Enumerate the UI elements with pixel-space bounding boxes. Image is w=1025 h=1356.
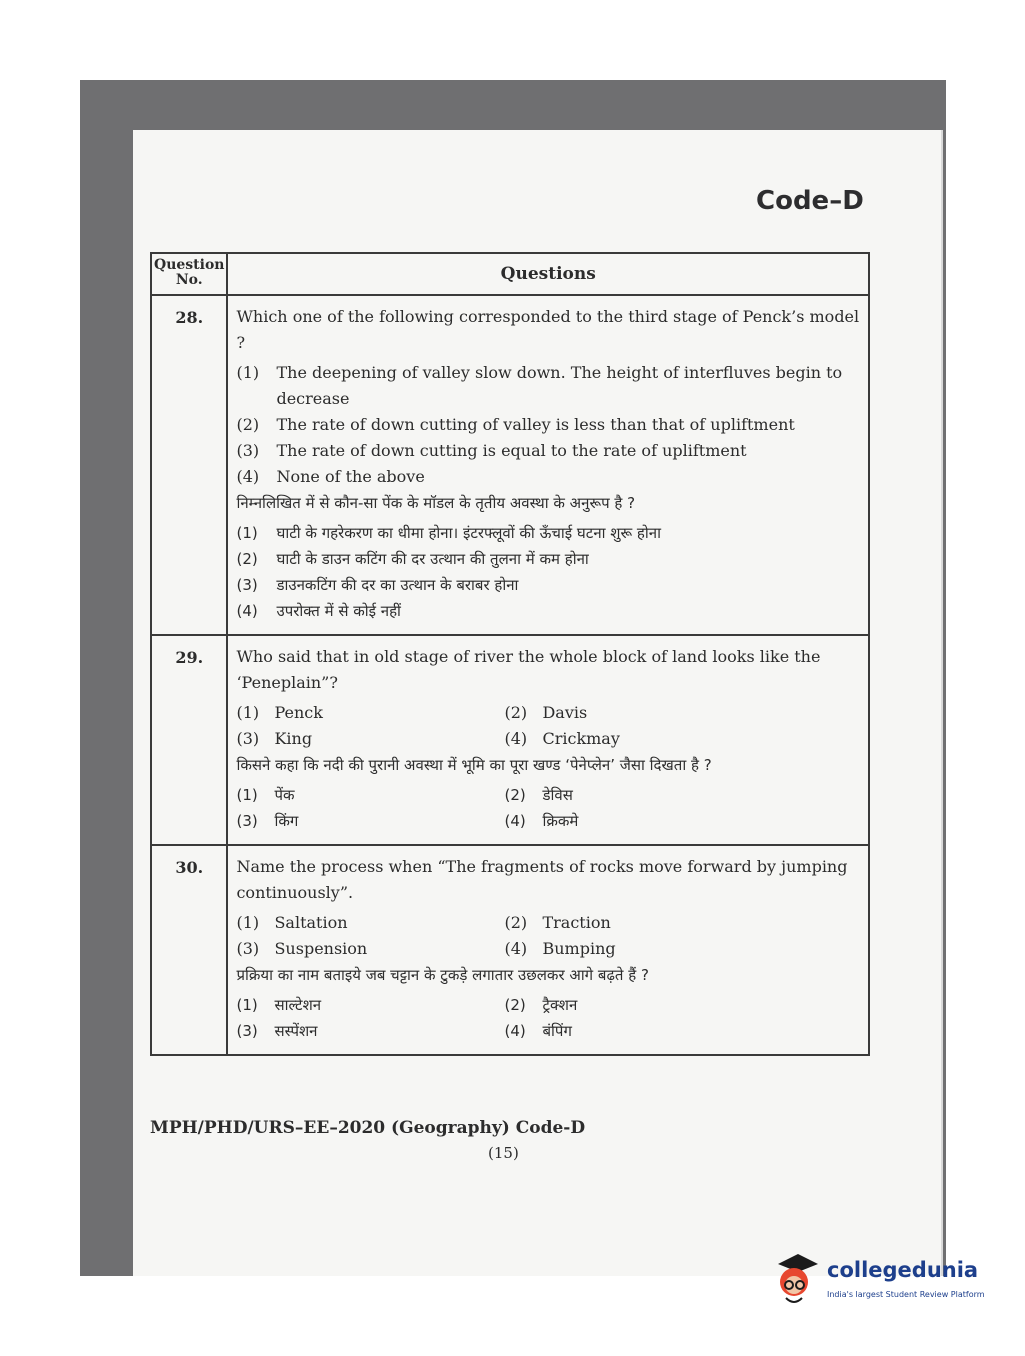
option-text: ट्रैक्शन	[542, 996, 578, 1014]
option-number: (1)	[236, 703, 260, 722]
question-text-hi: निम्नलिखित में से कौन-सा पेंक के मॉडल के तृतीय अवस्था के अनुरूप है ?	[236, 494, 636, 512]
question-table	[150, 252, 870, 1056]
option-number: (3)	[236, 441, 260, 460]
option-number: (4)	[504, 729, 528, 748]
option-text: Saltation	[274, 913, 348, 932]
option-text: बंपिंग	[542, 1022, 572, 1040]
option-text: Traction	[542, 913, 611, 932]
option-number: (3)	[236, 576, 258, 594]
questions-header: Questions	[227, 253, 869, 295]
option-en	[236, 700, 504, 726]
option-en	[236, 412, 862, 438]
question-text-hi: प्रक्रिया का नाम बताइये जब चट्टान के टुकड़े लगातार उछलकर आगे बढ़ते हैं ?	[236, 966, 649, 984]
option-number: (1)	[236, 913, 260, 932]
option-number: (4)	[504, 812, 526, 830]
option-en	[236, 438, 862, 464]
option-text: Bumping	[542, 939, 616, 958]
option-number: (2)	[236, 550, 258, 568]
paper-code: Code–D	[756, 186, 864, 216]
option-text: None of the above	[276, 467, 425, 486]
option-en	[504, 910, 862, 936]
exam-footer: MPH/PHD/URS–EE–2020 (Geography) Code-D	[150, 1118, 586, 1138]
question-body	[227, 845, 869, 1055]
option-text: घाटी के गहरेकरण का धीमा होना। इंटरफ्लूवों की ऊँचाई घटना शुरू होना	[276, 524, 661, 542]
question-number: 30.	[151, 845, 227, 1055]
table-row	[151, 295, 869, 635]
option-text: डाउनकटिंग की दर का उत्थान के बराबर होना	[276, 576, 519, 594]
option-en	[504, 726, 862, 752]
question-text-en: Which one of the following corresponded to the third stage of Penck’s model ?	[236, 307, 860, 352]
option-hi	[504, 808, 862, 834]
option-number: (1)	[236, 996, 258, 1014]
option-text: उपरोक्त में से कोई नहीं	[276, 602, 401, 620]
option-number: (3)	[236, 1022, 258, 1040]
option-en	[236, 726, 504, 752]
option-number: (2)	[236, 415, 260, 434]
option-hi	[504, 1018, 862, 1044]
options-hi-grid	[236, 992, 862, 1044]
option-hi	[236, 598, 862, 624]
option-text: Davis	[542, 703, 588, 722]
option-number: (4)	[504, 1022, 526, 1040]
question-text-en: Who said that in old stage of river the whole block of land looks like the ‘Peneplain”?	[236, 647, 821, 692]
option-en	[236, 936, 504, 962]
option-hi	[236, 546, 862, 572]
option-text: क्रिकमे	[542, 812, 579, 830]
question-body	[227, 635, 869, 845]
option-number: (2)	[504, 996, 526, 1014]
option-text: घाटी के डाउन कटिंग की दर उत्थान की तुलना में कम होना	[276, 550, 589, 568]
question-text-hi: किसने कहा कि नदी की पुरानी अवस्था में भूमि का पूरा खण्ड ‘पेनेप्लेन’ जैसा दिखता है ?	[236, 756, 712, 774]
table-row	[151, 635, 869, 845]
question-number: 29.	[151, 635, 227, 845]
option-hi	[504, 992, 862, 1018]
table-row	[151, 845, 869, 1055]
option-text: Suspension	[274, 939, 368, 958]
option-text: Penck	[274, 703, 323, 722]
page-number: (15)	[488, 1144, 519, 1162]
option-hi	[236, 992, 504, 1018]
brand-tagline: India's largest Student Review Platform	[827, 1290, 985, 1299]
option-text: The deepening of valley slow down. The height of interfluves begin to decrease	[276, 363, 843, 408]
question-body	[227, 295, 869, 635]
options-en-grid	[236, 700, 862, 752]
option-hi	[504, 782, 862, 808]
collegedunia-watermark	[772, 1252, 1002, 1312]
option-hi	[236, 1018, 504, 1044]
option-en	[236, 464, 862, 490]
options-hi-grid	[236, 782, 862, 834]
option-text: The rate of down cutting of valley is less than that of upliftment	[276, 415, 795, 434]
option-number: (3)	[236, 729, 260, 748]
option-number: (2)	[504, 913, 528, 932]
option-number: (1)	[236, 363, 260, 382]
option-number: (3)	[236, 812, 258, 830]
option-text: Crickmay	[542, 729, 620, 748]
option-number: (1)	[236, 524, 258, 542]
option-hi	[236, 808, 504, 834]
option-number: (2)	[504, 786, 526, 804]
option-number: (4)	[236, 467, 260, 486]
student-mascot-icon	[772, 1252, 822, 1308]
option-text: किंग	[274, 812, 299, 830]
question-number: 28.	[151, 295, 227, 635]
question-text-en: Name the process when “The fragments of rocks move forward by jumping continuously”.	[236, 857, 848, 902]
options-en-grid	[236, 910, 862, 962]
option-en	[236, 360, 862, 412]
option-hi	[236, 520, 862, 546]
option-en	[504, 936, 862, 962]
option-text: साल्टेशन	[274, 996, 322, 1014]
option-text: सस्पेंशन	[274, 1022, 318, 1040]
option-text: डेविस	[542, 786, 573, 804]
option-en	[504, 700, 862, 726]
question-number-header: Question No.	[151, 253, 227, 295]
brand-name: collegedunia	[827, 1258, 979, 1282]
option-number: (4)	[504, 939, 528, 958]
option-number: (1)	[236, 786, 258, 804]
option-text: The rate of down cutting is equal to the rate of upliftment	[276, 441, 747, 460]
option-text: King	[274, 729, 313, 748]
table-header-row	[151, 253, 869, 295]
option-en	[236, 910, 504, 936]
option-number: (4)	[236, 602, 258, 620]
option-number: (3)	[236, 939, 260, 958]
option-hi	[236, 782, 504, 808]
option-hi	[236, 572, 862, 598]
option-number: (2)	[504, 703, 528, 722]
option-text: पेंक	[274, 786, 295, 804]
